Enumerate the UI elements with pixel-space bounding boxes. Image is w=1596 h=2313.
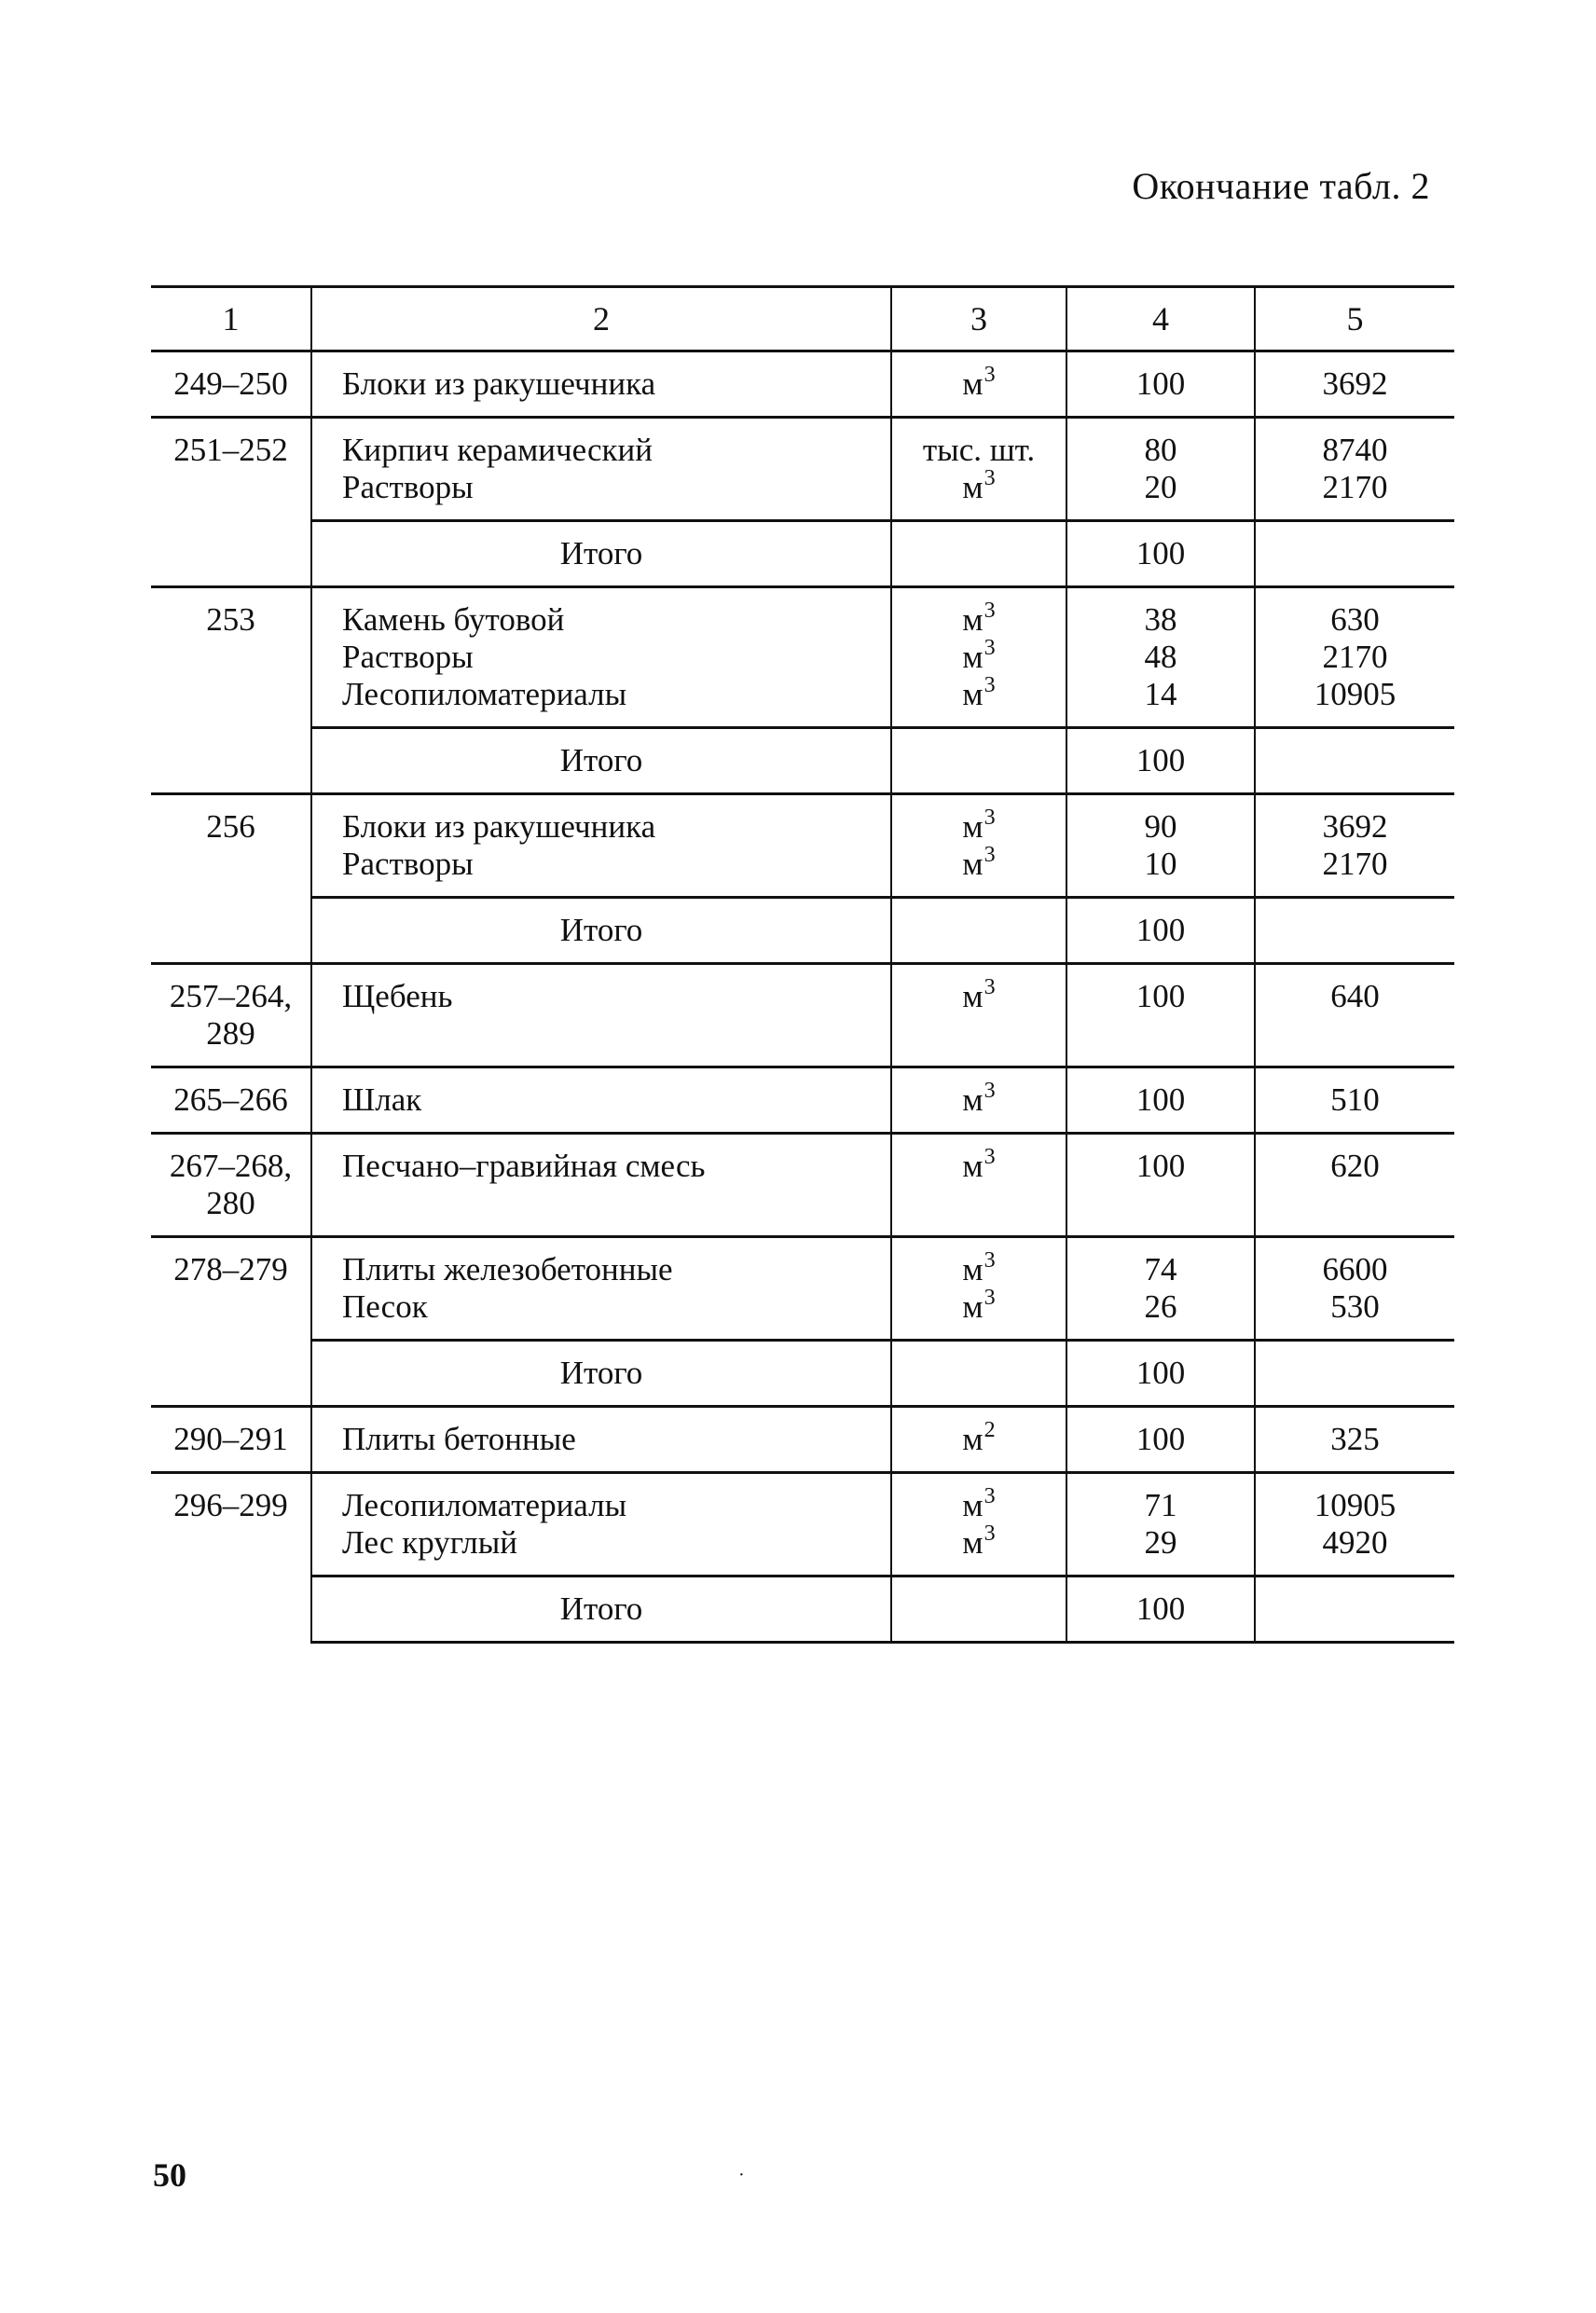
header-col-1: 1 xyxy=(151,287,311,351)
table-header-row xyxy=(151,287,1454,351)
row-percent: 38 48 14 xyxy=(1066,587,1255,728)
header-col-5: 5 xyxy=(1255,287,1454,351)
row-price: 3692 xyxy=(1255,351,1454,418)
row-code: 296–299 xyxy=(151,1473,311,1643)
total-percent: 100 xyxy=(1066,728,1255,794)
row-unit: $м^2$ xyxy=(891,1407,1066,1473)
total-label: Итого xyxy=(311,728,891,794)
total-row xyxy=(151,728,1454,794)
total-price-empty xyxy=(1255,1576,1454,1643)
row-price: 325 xyxy=(1255,1407,1454,1473)
row-percent: 74 26 xyxy=(1066,1237,1255,1341)
header-col-4: 4 xyxy=(1066,287,1255,351)
total-row xyxy=(151,1341,1454,1407)
total-price-empty xyxy=(1255,1341,1454,1407)
total-unit-empty xyxy=(891,1576,1066,1643)
table-caption: Окончание табл. 2 xyxy=(1132,165,1430,207)
row-code: 257–264, 289 xyxy=(151,964,311,1067)
row-material: Щебень xyxy=(311,964,891,1067)
row-percent: 100 xyxy=(1066,1067,1255,1134)
table-row xyxy=(151,418,1454,521)
row-price: 3692 2170 xyxy=(1255,794,1454,898)
row-percent: 80 20 xyxy=(1066,418,1255,521)
materials-table xyxy=(151,285,1454,1644)
row-unit: $м^3$ xyxy=(891,964,1066,1067)
total-label: Итого xyxy=(311,1341,891,1407)
total-percent: 100 xyxy=(1066,1576,1255,1643)
row-percent: 100 xyxy=(1066,1134,1255,1237)
total-unit-empty xyxy=(891,728,1066,794)
row-unit: $м^3$ $м^3$ xyxy=(891,794,1066,898)
total-price-empty xyxy=(1255,521,1454,587)
row-price: 630 2170 10905 xyxy=(1255,587,1454,728)
row-unit: $м^3$ xyxy=(891,1067,1066,1134)
table-row xyxy=(151,1407,1454,1473)
row-price: 620 xyxy=(1255,1134,1454,1237)
row-percent: 71 29 xyxy=(1066,1473,1255,1576)
row-code: 278–279 xyxy=(151,1237,311,1407)
total-unit-empty xyxy=(891,898,1066,964)
row-material: Блоки из ракушечника Растворы xyxy=(311,794,891,898)
row-code: 267–268, 280 xyxy=(151,1134,311,1237)
row-material: Блоки из ракушечника xyxy=(311,351,891,418)
row-material: Кирпич керамический Растворы xyxy=(311,418,891,521)
total-percent: 100 xyxy=(1066,521,1255,587)
row-unit: $м^3$ $м^3$ $м^3$ xyxy=(891,587,1066,728)
row-code: 249–250 xyxy=(151,351,311,418)
row-percent: 100 xyxy=(1066,964,1255,1067)
row-material: Шлак xyxy=(311,1067,891,1134)
row-material: Камень бутовой Растворы Лесопиломатериалы xyxy=(311,587,891,728)
total-percent: 100 xyxy=(1066,898,1255,964)
row-price: 640 xyxy=(1255,964,1454,1067)
row-percent: 90 10 xyxy=(1066,794,1255,898)
row-price: 8740 2170 xyxy=(1255,418,1454,521)
total-row xyxy=(151,521,1454,587)
header-col-2: 2 xyxy=(311,287,891,351)
total-unit-empty xyxy=(891,1341,1066,1407)
total-percent: 100 xyxy=(1066,1341,1255,1407)
row-material: Плиты железобетонные Песок xyxy=(311,1237,891,1341)
total-price-empty xyxy=(1255,728,1454,794)
total-unit-empty xyxy=(891,521,1066,587)
table-row xyxy=(151,964,1454,1067)
row-material: Плиты бетонные xyxy=(311,1407,891,1473)
total-label: Итого xyxy=(311,521,891,587)
table-row xyxy=(151,1067,1454,1134)
row-unit: $м^3$ $м^3$ xyxy=(891,1473,1066,1576)
row-code: 253 xyxy=(151,587,311,794)
table-row xyxy=(151,1473,1454,1576)
header-col-3: 3 xyxy=(891,287,1066,351)
row-percent: 100 xyxy=(1066,1407,1255,1473)
total-price-empty xyxy=(1255,898,1454,964)
table-row xyxy=(151,1237,1454,1341)
stray-mark: · xyxy=(738,2165,745,2185)
row-price: 510 xyxy=(1255,1067,1454,1134)
row-price: 6600 530 xyxy=(1255,1237,1454,1341)
total-label: Итого xyxy=(311,1576,891,1643)
table-row xyxy=(151,587,1454,728)
table-row xyxy=(151,794,1454,898)
row-material: Лесопиломатериалы Лес круглый xyxy=(311,1473,891,1576)
row-code: 251–252 xyxy=(151,418,311,587)
row-unit: $м^3$ xyxy=(891,1134,1066,1237)
total-row xyxy=(151,898,1454,964)
row-code: 256 xyxy=(151,794,311,964)
row-code: 265–266 xyxy=(151,1067,311,1134)
total-label: Итого xyxy=(311,898,891,964)
table-row xyxy=(151,1134,1454,1237)
row-material: Песчано–гравийная смесь xyxy=(311,1134,891,1237)
total-row xyxy=(151,1576,1454,1643)
row-code: 290–291 xyxy=(151,1407,311,1473)
row-unit: $м^3$ $м^3$ xyxy=(891,1237,1066,1341)
row-unit: тыс. шт. $м^3$ xyxy=(891,418,1066,521)
row-percent: 100 xyxy=(1066,351,1255,418)
page-number: 50 xyxy=(153,2156,186,2194)
row-unit: $м^3$ xyxy=(891,351,1066,418)
table-row xyxy=(151,351,1454,418)
row-price: 10905 4920 xyxy=(1255,1473,1454,1576)
